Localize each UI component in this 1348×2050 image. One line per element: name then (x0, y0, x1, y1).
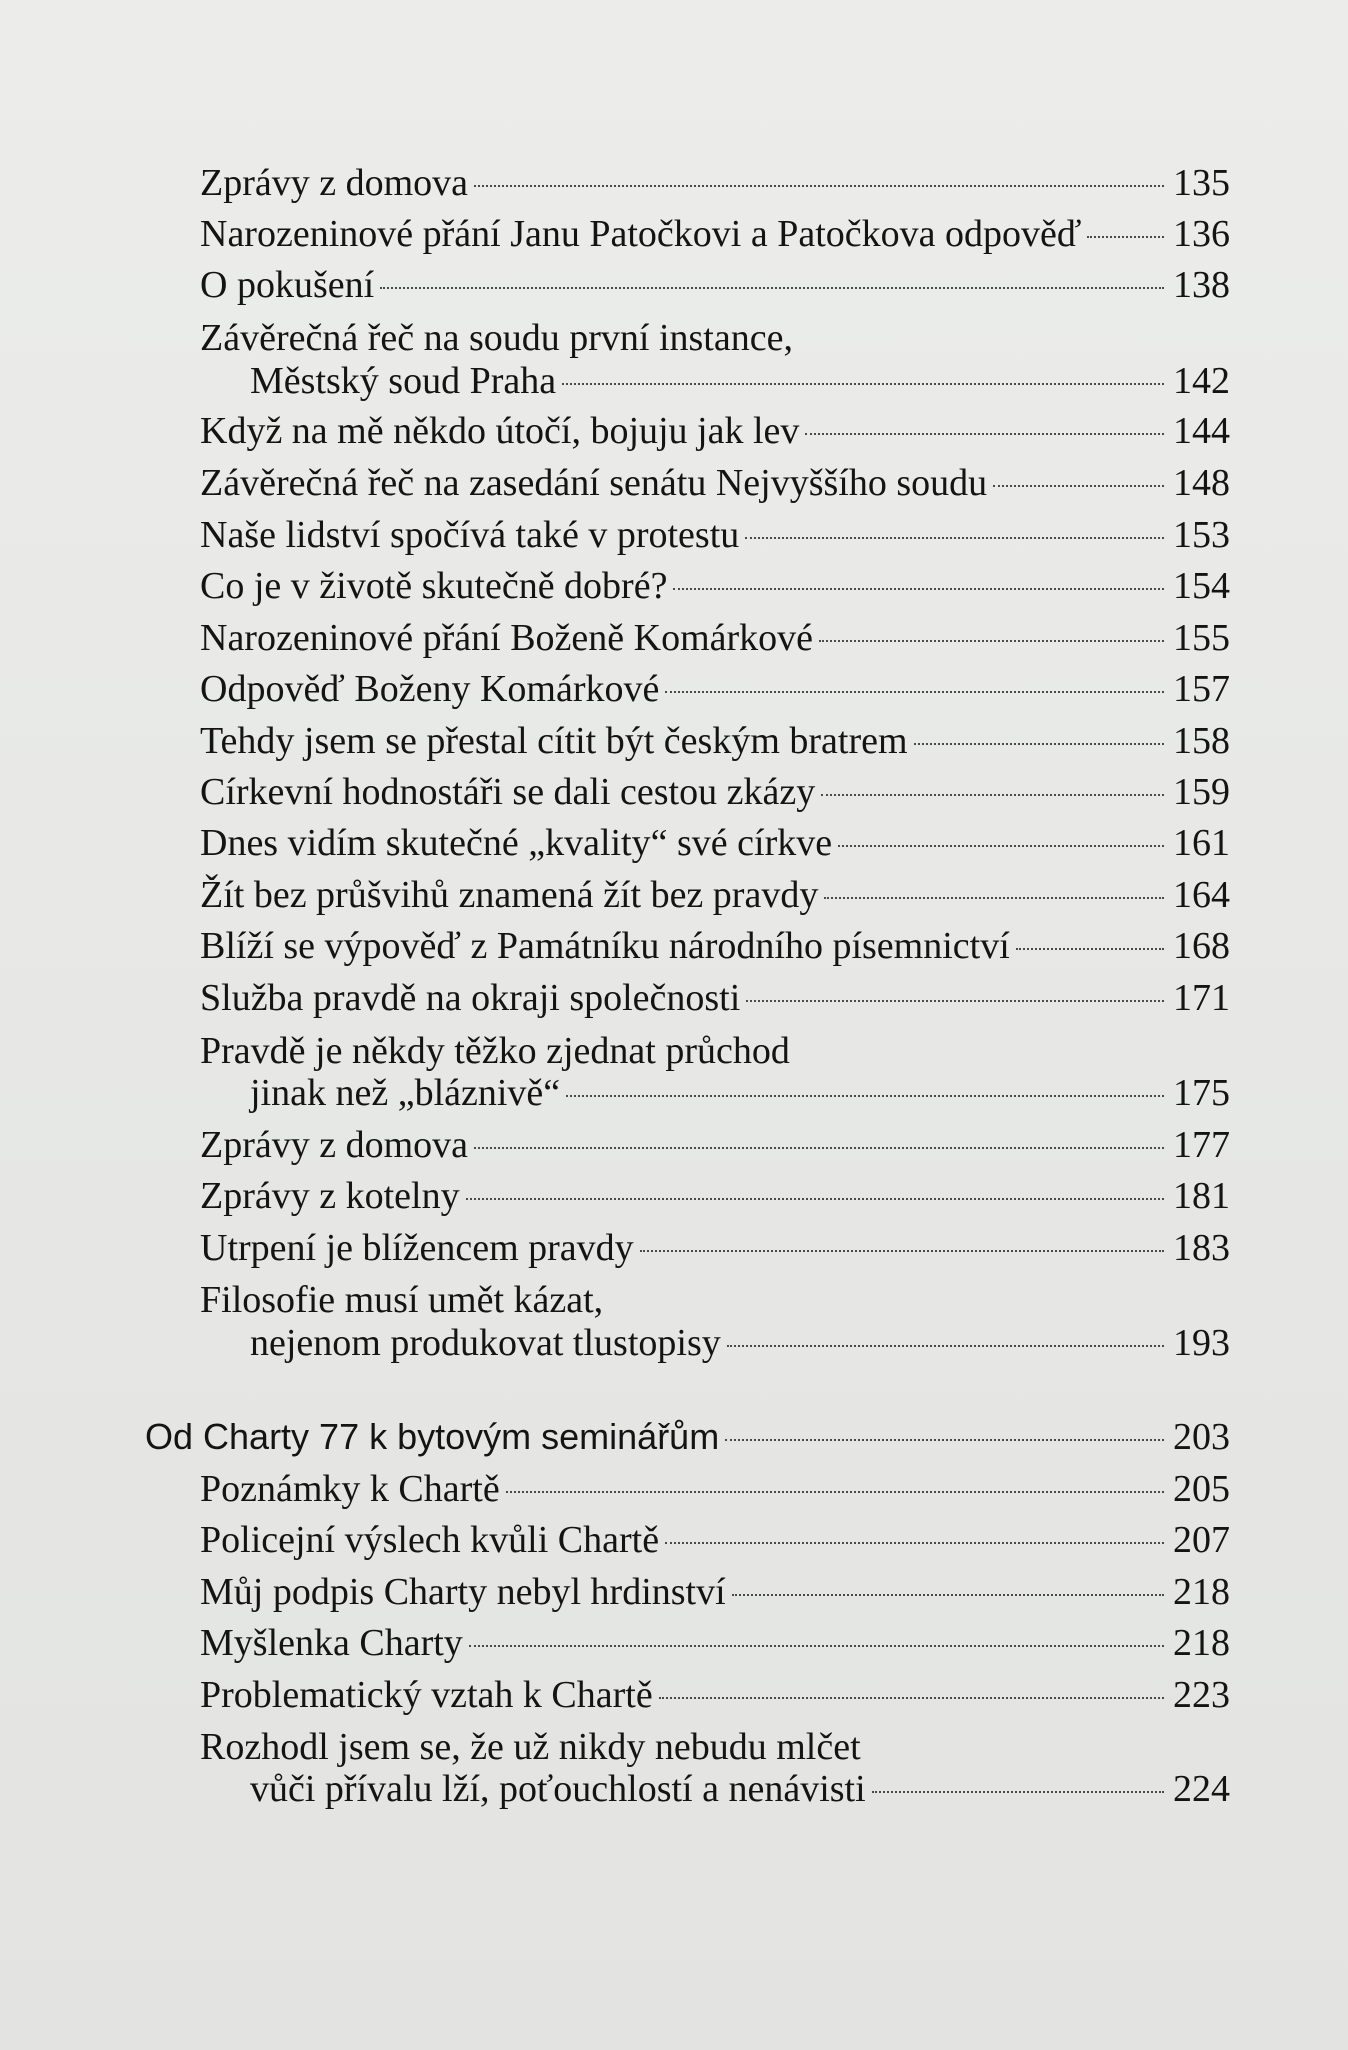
toc-entry-page: 148 (1173, 462, 1230, 504)
dot-leader (838, 845, 1164, 847)
dot-leader (469, 1645, 1164, 1647)
toc-entry (200, 1223, 1230, 1273)
dot-leader (824, 897, 1164, 899)
dot-leader (819, 640, 1164, 642)
toc-entry-title: Blíží se výpověď z Památníku národního písemnictví (200, 925, 1010, 967)
toc-entry-title: Problematický vztah k Chartě (200, 1674, 653, 1716)
toc-entry (200, 1618, 1230, 1668)
dot-leader (1087, 236, 1164, 238)
dot-leader (640, 1250, 1164, 1252)
toc-entry-title: Zprávy z kotelny (200, 1175, 460, 1217)
toc-entry-title: Služba pravdě na okraji společnosti (200, 977, 741, 1019)
dot-leader (665, 1542, 1164, 1544)
toc-entry (200, 818, 1230, 868)
toc-entry (200, 613, 1230, 663)
toc-entry-page: 164 (1173, 874, 1230, 916)
dot-leader (380, 287, 1164, 289)
toc-entry-title: jinak než „bláznivě“ (250, 1072, 561, 1114)
toc-section-page: 203 (1173, 1416, 1230, 1458)
toc-entry-page: 183 (1173, 1227, 1230, 1269)
toc-entry-title: Zprávy z domova (200, 162, 469, 204)
toc-entry-page: 207 (1173, 1519, 1230, 1561)
toc-entry-page: 218 (1173, 1571, 1230, 1613)
toc-entry (200, 1464, 1230, 1514)
toc-entry-title: Můj podpis Charty nebyl hrdinství (200, 1571, 726, 1613)
toc-entry-page: 223 (1173, 1674, 1230, 1716)
toc-entry-title: Městský soud Praha (250, 360, 557, 402)
dot-leader (1016, 948, 1164, 950)
toc-entry-page: 161 (1173, 822, 1230, 864)
toc-entry-page: 136 (1173, 213, 1230, 255)
dot-leader (914, 743, 1164, 745)
dot-leader (659, 1697, 1164, 1699)
toc-entry-page: 175 (1173, 1072, 1230, 1114)
toc-entry (200, 973, 1230, 1023)
toc-entry-page: 158 (1173, 720, 1230, 762)
toc-entry (200, 1567, 1230, 1617)
toc-entry-title: Závěrečná řeč na soudu první instance, (200, 317, 793, 359)
toc-entry-page: 144 (1173, 410, 1230, 452)
toc-entry (200, 921, 1230, 971)
toc-entry-title: Policejní výslech kvůli Chartě (200, 1519, 660, 1561)
toc-entry-title: nejenom produkovat tlustopisy (250, 1322, 721, 1364)
dot-leader (506, 1491, 1164, 1493)
toc-entry (200, 716, 1230, 766)
toc-entry-title: Naše lidství spočívá také v protestu (200, 514, 740, 556)
toc-entry-continuation (250, 1068, 1230, 1118)
toc-entry-continuation (250, 1764, 1230, 1814)
toc-entry-page: 205 (1173, 1468, 1230, 1510)
toc-section-title: Od Charty 77 k bytovým seminářům (145, 1416, 720, 1457)
toc-entry-page: 181 (1173, 1175, 1230, 1217)
dot-leader (562, 383, 1164, 385)
toc-entry (200, 458, 1230, 508)
toc-entry (200, 664, 1230, 714)
toc-entry-page: 157 (1173, 668, 1230, 710)
dot-leader (466, 1198, 1164, 1200)
dot-leader (727, 1345, 1164, 1347)
toc-entry (200, 561, 1230, 611)
toc-entry-page: 135 (1173, 162, 1230, 204)
toc-entry-page: 155 (1173, 617, 1230, 659)
dot-leader (673, 588, 1164, 590)
toc-entry (200, 510, 1230, 560)
toc-entry-page: 224 (1173, 1768, 1230, 1810)
toc-entry-title: Odpověď Boženy Komárkové (200, 668, 660, 710)
dot-leader (732, 1594, 1164, 1596)
toc-entry-title: Utrpení je blížencem pravdy (200, 1227, 634, 1269)
toc-entry-title: Narozeninové přání Boženě Komárkové (200, 617, 814, 659)
toc-entry-continuation (250, 1318, 1230, 1368)
toc-entry-page: 153 (1173, 514, 1230, 556)
dot-leader (474, 1147, 1164, 1149)
toc-entry-title: Žít bez průšvihů znamená žít bez pravdy (200, 874, 819, 916)
toc-entry-title: Dnes vidím skutečné „kvality“ své církve (200, 822, 833, 864)
toc-entry (200, 1515, 1230, 1565)
toc-entry-page: 138 (1173, 264, 1230, 306)
toc-entry-title: Filosofie musí umět kázat, (200, 1279, 604, 1321)
toc-entry-page: 218 (1173, 1622, 1230, 1664)
dot-leader (665, 691, 1164, 693)
toc-entry-continuation (250, 356, 1230, 406)
dot-leader (805, 433, 1164, 435)
toc-entry-title: Rozhodl jsem se, že už nikdy nebudu mlčet (200, 1726, 861, 1768)
toc-entry (200, 209, 1230, 259)
toc-entry-page: 177 (1173, 1124, 1230, 1166)
dot-leader (821, 794, 1164, 796)
toc-entry (200, 767, 1230, 817)
toc-entry (200, 870, 1230, 920)
toc-entry-page: 171 (1173, 977, 1230, 1019)
toc-section-heading (145, 1412, 1230, 1462)
toc-entry (200, 1670, 1230, 1720)
toc-entry-title: Poznámky k Chartě (200, 1468, 500, 1510)
dot-leader (872, 1791, 1164, 1793)
dot-leader (993, 485, 1164, 487)
dot-leader (566, 1095, 1164, 1097)
toc-entry (200, 406, 1230, 456)
toc-entry-title: Co je v životě skutečně dobré? (200, 565, 668, 607)
toc-entry-title: Zprávy z domova (200, 1124, 469, 1166)
toc-entry-title: O pokušení (200, 264, 375, 306)
toc-entry-page: 159 (1173, 771, 1230, 813)
dot-leader (725, 1439, 1164, 1441)
toc-entry-page: 142 (1173, 360, 1230, 402)
dot-leader (474, 185, 1164, 187)
toc-entry-title: Tehdy jsem se přestal cítit být českým bratrem (200, 720, 908, 762)
toc-entry (200, 260, 1230, 310)
dot-leader (745, 537, 1164, 539)
toc-entry-title: Když na mě někdo útočí, bojuju jak lev (200, 410, 800, 452)
toc-entry-title: vůči přívalu lží, poťouchlostí a nenávisti (250, 1768, 866, 1810)
toc-entry-page: 168 (1173, 925, 1230, 967)
toc-entry-title: Církevní hodnostáři se dali cestou zkázy (200, 771, 816, 813)
toc-entry-title: Závěrečná řeč na zasedání senátu Nejvyššího soudu (200, 462, 988, 504)
toc-entry-title: Myšlenka Charty (200, 1622, 463, 1664)
toc-entry (200, 1120, 1230, 1170)
dot-leader (746, 1000, 1164, 1002)
toc-entry-page: 154 (1173, 565, 1230, 607)
toc-entry-page: 193 (1173, 1322, 1230, 1364)
toc-entry (200, 1171, 1230, 1221)
toc-entry (200, 158, 1230, 208)
toc-entry-title: Pravdě je někdy těžko zjednat průchod (200, 1030, 790, 1072)
toc-entry-title: Narozeninové přání Janu Patočkovi a Patočkova odpověď (200, 213, 1082, 255)
